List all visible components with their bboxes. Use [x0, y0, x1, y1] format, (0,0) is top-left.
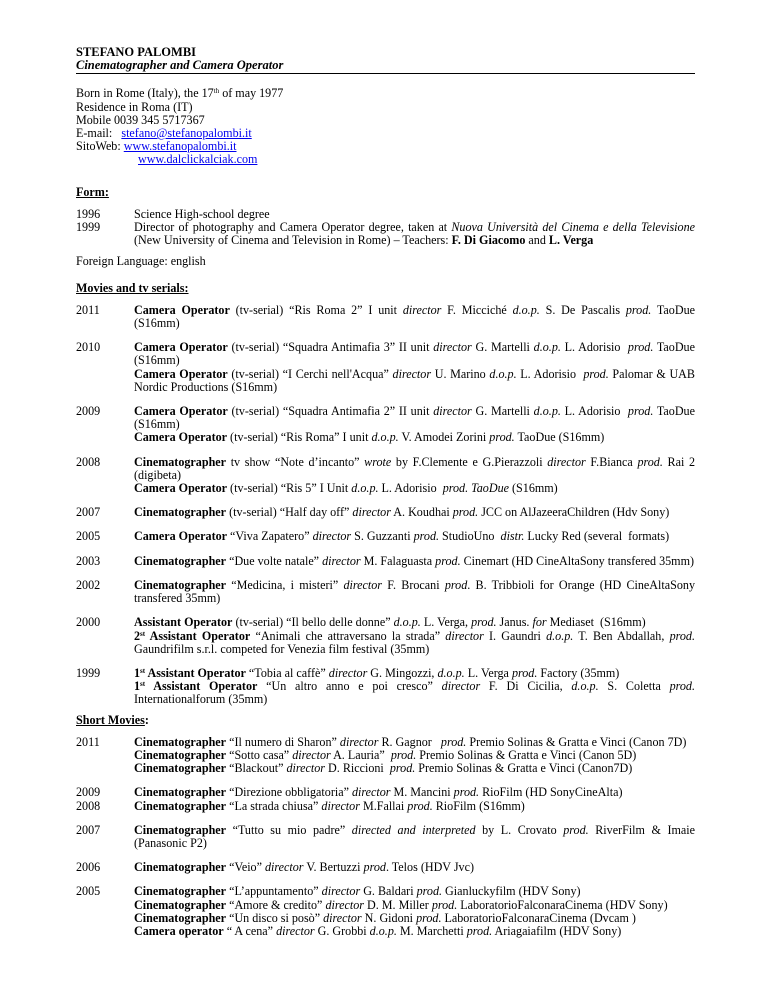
site-label: SitoWeb:	[76, 139, 121, 154]
language-line: Foreign Language: english	[76, 254, 206, 269]
movie-year: 2008	[76, 454, 101, 469]
site-link-1[interactable]: www.stefanopalombi.it	[123, 139, 237, 154]
short-text: Cinematographer “Veio” director V. Bertuzzi prod. Telos (HDV Jvc)	[134, 860, 474, 875]
mobile-line: Mobile 0039 345 5717367	[76, 112, 205, 127]
short-text: Cinematographer “Il numero di Sharon” director R. Gagnor prod. Premio Solinas & Gratta e Vinci (Canon 7D) Cinematographer “Sotto casa” director A. Lauria” prod. Premio Solinas & Gratta e Vinci (Canon 5D) Cinematographer “Blackout” director D. Riccioni prod. Premio Solinas & Gratta e Vinci (Canon7D)	[134, 734, 687, 776]
form-year: 1999	[76, 220, 101, 235]
movie-row	[76, 579, 695, 605]
short-row	[76, 861, 695, 874]
form-year: 1996	[76, 206, 101, 221]
residence-line: Residence in Roma (IT)	[76, 99, 193, 114]
short-text: Cinematographer “Tutto su mio padre” directed and interpreted by L. Crovato prod. RiverFilm & Imaie (Panasonic P2)	[134, 822, 696, 850]
movie-row	[76, 555, 695, 568]
email-link[interactable]: stefano@stefanopalombi.it	[121, 126, 252, 141]
movie-text: Cinematographer “Medicina, i misteri” director F. Brocani prod. B. Tribbioli for Orange (HD CineAltaSony transfered 35mm)	[134, 577, 695, 606]
short-table	[76, 736, 695, 938]
cv-page	[76, 46, 695, 938]
movie-text: 1st Assistant Operator “Tobia al caffè” director G. Mingozzi, d.o.p. L. Verga prod. Factory (35mm) 1st Assistant Operator “Un altro anno e poi cresco” director F. Di Cicilia, d.o.p. S. Coletta prod. Internationalforum (35mm)	[134, 665, 695, 707]
short-row	[76, 786, 695, 812]
movie-text: Camera Operator (tv-serial) “Ris Roma 2” I unit director F. Micciché d.o.p. S. De Pascalis prod. TaoDue (S16mm)	[134, 302, 695, 331]
cv-subtitle: Cinematographer and Camera Operator	[76, 58, 284, 73]
movie-text: Camera Operator (tv-serial) “Squadra Antimafia 3” II unit director G. Martelli d.o.p. L. Adorisio prod. TaoDue (S16mm) Camera Operator (tv-serial) “I Cerchi nell'Acqua” director U. Marino d.o.p. L. Adorisio prod. Palomar & UAB Nordic Productions (S16mm)	[134, 340, 695, 394]
birth-prefix: Born in Rome (Italy), the 17	[76, 86, 214, 101]
form-text: Science High-school degree	[134, 206, 270, 221]
short-row	[76, 885, 695, 938]
movie-text: Cinematographer “Due volte natale” director M. Falaguasta prod. Cinemart (HD CineAltaSony transfered 35mm)	[134, 553, 695, 568]
movie-year: 2003	[76, 553, 101, 568]
movie-text: Cinematographer (tv-serial) “Half day off” director A. Koudhai prod. JCC on AlJazeeraChildren (Hdv Sony)	[134, 505, 670, 520]
contact-info	[76, 87, 695, 166]
movie-row	[76, 304, 695, 330]
movie-text: Cinematographer tv show “Note d’incanto” wrote by F.Clemente e G.Pierazzoli director F.Bianca prod. Rai 2 (digibeta) Camera Operator (tv-serial) “Ris 5” I Unit d.o.p. L. Adorisio prod. TaoDue (S16mm)	[134, 454, 696, 496]
birth-sup: th	[213, 87, 220, 96]
movie-text: Camera Operator (tv-serial) “Squadra Antimafia 2” II unit director G. Martelli d.o.p. L. Adorisio prod. TaoDue (S16mm) Camera Operator (tv-serial) “Ris Roma” I unit d.o.p. V. Amodei Zorini prod. TaoDue (S16mm)	[134, 404, 695, 445]
movies-table	[76, 304, 695, 707]
movie-year: 1999	[76, 665, 101, 680]
short-year: 2007	[76, 822, 101, 837]
movie-row	[76, 616, 695, 656]
short-heading: Short Movies:	[76, 712, 149, 727]
movie-year: 2007	[76, 505, 101, 520]
movie-year: 2005	[76, 529, 101, 544]
short-text: Cinematographer “Direzione obbligatoria” director M. Mancini prod. RioFilm (HD SonyCineAlta) Cinematographer “La strada chiusa” director M.Fallai prod. RioFilm (S16mm)	[134, 785, 623, 813]
short-year: 2006	[76, 860, 101, 875]
form-row	[76, 221, 695, 247]
short-row	[76, 824, 695, 850]
movie-year: 2000	[76, 615, 101, 630]
movie-year: 2009	[76, 404, 101, 419]
short-row	[76, 736, 695, 776]
header-rule	[76, 73, 695, 74]
movie-row	[76, 530, 695, 543]
cv-name: STEFANO PALOMBI	[76, 45, 197, 59]
site-link-2[interactable]: www.dalclickalciak.com	[138, 152, 258, 167]
movie-year: 2002	[76, 577, 101, 592]
movie-row	[76, 405, 695, 445]
site-line-2	[76, 153, 695, 166]
movie-row	[76, 341, 695, 394]
movies-heading: Movies and tv serials:	[76, 280, 189, 295]
movie-row	[76, 506, 695, 519]
form-table	[76, 208, 695, 248]
movie-row	[76, 456, 695, 496]
movie-text: Camera Operator “Viva Zapatero” director S. Guzzanti prod. StudioUno distr. Lucky Red (several formats)	[134, 529, 670, 544]
birth-suffix: of may 1977	[219, 86, 284, 101]
email-label: E-mail:	[76, 126, 113, 141]
form-heading: Form:	[76, 184, 109, 199]
short-year: 2011	[76, 734, 100, 749]
movie-text: Assistant Operator (tv-serial) “Il bello delle donne” d.o.p. L. Verga, prod. Janus. for Mediaset (S16mm) 2st Assistant Operator “Animali che attraversano la strada” director I. Gaundri d.o.p. T. Ben Abdallah, prod. Gaundrifilm s.r.l. competed for Venezia film festival (35mm)	[134, 615, 695, 656]
movie-year: 2010	[76, 340, 101, 355]
short-text: Cinematographer “L’appuntamento” director G. Baldari prod. Gianluckyfilm (HDV Sony) Cinematographer “Amore & credito” director D. M. Miller prod. LaboratorioFalconaraCinema (HDV Sony) Cinematographer “Un disco si posò” director N. Gidoni prod. LaboratorioFalconaraCinema (Dvcam ) Camera operator “ A cena” director G. Grobbi d.o.p. M. Marchetti prod. Ariagaiafilm (HDV Sony)	[134, 884, 668, 938]
birth-line	[76, 87, 695, 100]
form-text: Director of photography and Camera Operator degree, taken at Nuova Università del Cinema e della Televisione (New University of Cinema and Television in Rome) – Teachers: F. Di Giacomo and L. Verga	[134, 220, 695, 248]
short-year: 2009 2008	[76, 785, 101, 813]
movie-year: 2011	[76, 302, 100, 317]
short-year: 2005	[76, 884, 101, 899]
movie-row	[76, 667, 695, 707]
